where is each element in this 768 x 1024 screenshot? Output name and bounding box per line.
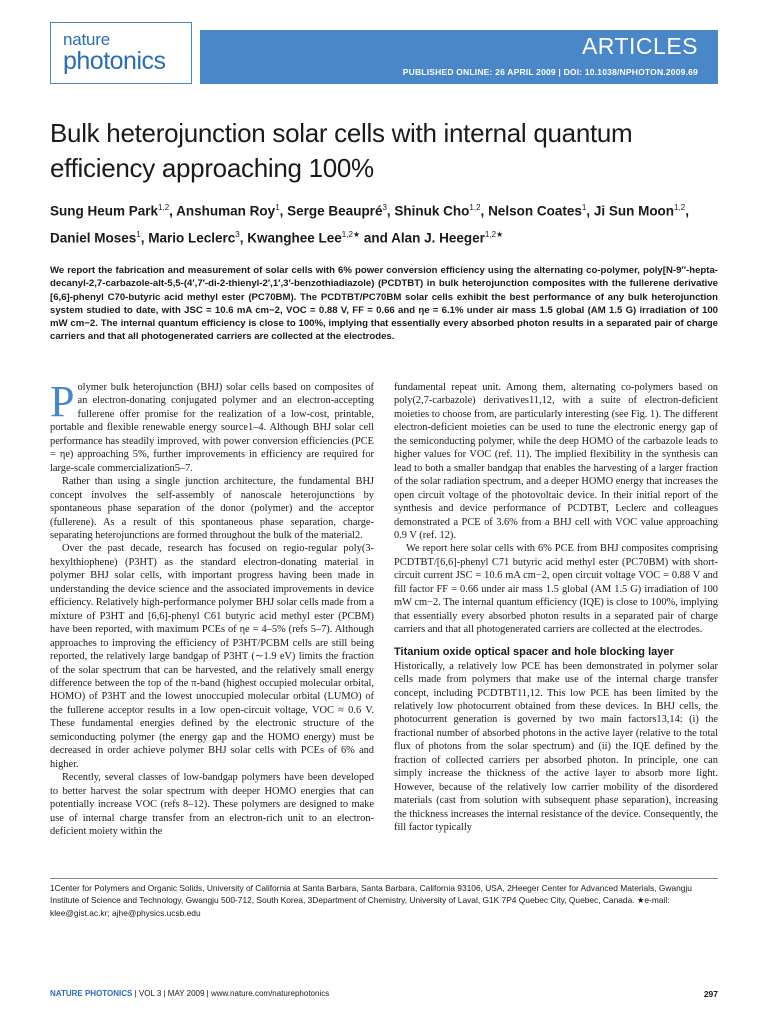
author-affiliation: 1 <box>136 229 141 239</box>
author-affiliation: 3 <box>235 229 240 239</box>
author-name: Anshuman Roy <box>176 203 276 219</box>
section-label: ARTICLES <box>581 33 698 59</box>
publication-info: PUBLISHED ONLINE: 26 APRIL 2009 | DOI: 10.1038/NPHOTON.2009.69 <box>402 67 698 77</box>
author-affiliation: 3 <box>382 203 387 212</box>
author-affiliation: 1 <box>581 203 587 212</box>
author-name: Sung Heum Park <box>50 203 159 219</box>
footnote-divider <box>50 878 718 879</box>
affiliations: 1Center for Polymers and Organic Solids, University of California at Santa Barbara, Santa Barbara, California 93106, USA, 2Heeger Center for Advanced Materials, Gwangju Institute of Science and Technology, Gwangju 500-712, South Korea, 3Department of Chemistry, University of Laval, G1K 7P4 Quebec City, Quebec, Canada. ★e-mail: klee@gist.ac.kr; ajhe@physics.ucsb.edu <box>50 883 692 918</box>
author-list: Sung Heum Park$^{1,2}$, Anshuman Roy$^1$, Serge Beaupré$^3$, Shinuk Cho$^{1,2}$, Nelson Coates$^1$, Ji Sun Moon$^{1,2}$, Daniel Moses$^1$, Mario Leclerc$^3$, Kwanghee Lee$^{1,2★}$ and Alan J. Heeger$^{1,2★}$ <box>50 203 689 245</box>
author-affiliation: 1,2★ <box>484 229 504 239</box>
logo-nature-text: nature <box>63 30 111 50</box>
article-header-band <box>200 30 718 84</box>
paragraph: Polymer bulk heterojunction (BHJ) solar cells based on composites of an electron-donating conjugated polymer and an electron-accepting fullerene offer promise for the realization of a low-cost, printable, portable and flexible renewable energy source1–4. Although BHJ solar cell performance has steadily improved, with power conversion efficiencies (PCE = ηe) approaching 5%, further improvements in efficiency are required for large-scale commercialization5–7. <box>50 377 374 474</box>
journal-logo <box>50 22 192 84</box>
footer-citation <box>50 989 329 998</box>
abstract: We report the fabrication and measurement of solar cells with 6% power conversion efficiency using the alternating co-polymer, poly[N-9′′-hepta-decanyl-2,7-carbazole-alt-5,5-(4′,7′-di-2-thienyl-2′,1′,3′-benzothiadiazole) (PCDTBT) in bulk heterojunction composites with the fullerene derivative [6,6]-phenyl C70-butyric acid methyl ester (PC70BM). The PCDTBT/PC70BM solar cells exhibit the best performance of any bulk heterojunction system studied to date, with JSC = 10.6 mA cm−2, VOC = 0.88 V, FF = 0.66 and ηe = 6.1% under air mass 1.5 global (AM 1.5 G) irradiation of 100 mW cm−2. The internal quantum efficiency is close to 100%, implying that essentially every absorbed photon results in a separated pair of charge carriers and that all photogenerated carriers are collected at the electrodes. <box>50 265 718 343</box>
drop-cap: P <box>50 377 75 426</box>
author-name: Nelson Coates <box>488 203 582 219</box>
author-name: Alan J. Heeger <box>391 230 485 245</box>
author-affiliation: 1,2 <box>469 203 481 212</box>
author-name: Kwanghee Lee <box>247 230 342 245</box>
paragraph: We report here solar cells with 6% PCE from BHJ composites comprising PCDTBT/[6,6]-phenyl C71 butyric acid methyl ester (PC70BM) with short-circuit current JSC = 10.6 mA cm−2, open circuit voltage VOC = 0.88 V and fill factor FF = 0.66 under air mass 1.5 global (AM 1.5 G) irradiation of 100 mW cm−2. The internal quantum efficiency (IQE) is close to 100%, implying that essentially every absorbed photon results in a separated pair of charge carriers and that all photogenerated carriers are collected at the electrodes. <box>394 543 718 636</box>
right-column <box>394 381 718 867</box>
author-name: Serge Beaupré <box>287 203 383 219</box>
paragraph: Rather than using a single junction architecture, the fundamental BHJ concept involves the self-assembly of nanoscale heterojunctions by spontaneous phase separation of the donor (polymer) and the acceptor (fullerene). As a result of this spontaneous phase separation, charge-separating heterojunctions are formed throughout the bulk of the material2. <box>50 476 374 541</box>
author-name: Shinuk Cho <box>394 203 470 219</box>
author-affiliation: 1 <box>275 203 280 212</box>
page-number: 297 <box>703 989 718 999</box>
body-text <box>50 377 718 867</box>
paragraph: Over the past decade, research has focused on regio-regular poly(3-hexylthiophene) (P3HT) as the standard electron-donating material in polymer BHJ solar cells, with important progress having been made in understanding the device science and the associated improvements in device efficiency. Relatively high-performance polymer BHJ solar cells made from a mixture of P3HT and [6,6]-phenyl C61 butyric acid methyl ester (PCBM) have been reported, with maximum PCEs of ηe = 4–5% (refs 5–7). Although approaches to improving the efficiency of P3HT/PCBM cells are still being reported, the relatively large bandgap of P3HT (∼1.9 eV) limits the fraction of the solar spectrum that can be harvested, and the relatively small energy difference between the top of the π-band (highest occupied molecular orbital, HOMO) of P3HT and the lowest unoccupied molecular orbital (LUMO) of the fullerene acceptor results in a low open-circuit voltage, VOC ≈ 0.6 V. These fundamental energies defined by the electronic structure of the semiconducting polymer (the energy gap and the HOMO energy) must be decreased in order achieve polymer BHJ solar cells with PCEs of 6% and higher. <box>50 543 374 770</box>
logo-photonics-text: photonics <box>63 47 166 76</box>
author-affiliation: 1,2★ <box>341 229 361 239</box>
paragraph: fundamental repeat unit. Among them, alternating co-polymers based on poly(2,7-carbazole) derivatives11,12, with a suite of electron-deficient moieties to choose from, are particularly interesting (see Fig. 1). The different electron-deficient moieties can be used to tune the electronic energy gap of the semiconducting polymer, while the deep HOMO of the carbazole leads to higher values for VOC (ref. 11). The implied flexibility in the synthesis can lead to both a smaller bandgap that enables the harvesting of a larger fraction of the solar radiation spectrum, and a deeper HOMO energy that increases the open circuit voltage of the photovoltaic device. In their initial report of the synthesis and device performance of PCDTBT, Leclerc and colleagues demonstrated a PCE of 3.6% from a BHJ cell with VOC value approaching 0.9 V (ref. 12). <box>394 382 718 541</box>
footer-volume: | VOL 3 | MAY 2009 | www.nature.com/naturephotonics <box>132 989 330 998</box>
page-footer <box>50 989 718 1003</box>
left-column <box>50 377 374 867</box>
paragraph: Historically, a relatively low PCE has been demonstrated in polymer solar cells made from polymers that make use of the internal charge transfer concept, including PCDTBT11,12. This low PCE has been limited by the relatively low photocurrent obtained from these devices. In BHJ cells, the photocurrent generation is governed by two main factors13,14: (i) the fractional number of absorbed photons in the active layer (relative to the total flux of photons from the solar spectrum) and (ii) the IQE defined by the fraction of collected carriers per absorbed photon. In principle, one can simply increase the thickness of the active layer to absorb more light. However, because of the relatively low carrier mobility of the disordered materials (cast from solution with subsequent phase separation), increasing the thickness increases the internal resistance of the device. Consequently, the fill factor typically <box>394 660 718 834</box>
author-affiliation: 1,2 <box>674 203 686 212</box>
section-heading: Titanium oxide optical spacer and hole blocking layer <box>394 645 674 658</box>
paragraph: Recently, several classes of low-bandgap polymers have been developed to better harvest the solar spectrum with deeper HOMO energies that can potentially increase VOC (refs 8–12). These polymers are designed to make use of internal charge transfer from an electron-rich unit to an electron-deficient moiety within the <box>50 772 374 837</box>
article-title: Bulk heterojunction solar cells with internal quantum efficiency approaching 100% <box>50 118 633 183</box>
author-name: Ji Sun Moon <box>593 203 675 219</box>
footer-journal: NATURE PHOTONICS <box>50 989 133 998</box>
author-name: Daniel Moses <box>50 230 137 245</box>
author-affiliation: 1,2 <box>158 203 170 212</box>
author-name: Mario Leclerc <box>148 230 236 245</box>
